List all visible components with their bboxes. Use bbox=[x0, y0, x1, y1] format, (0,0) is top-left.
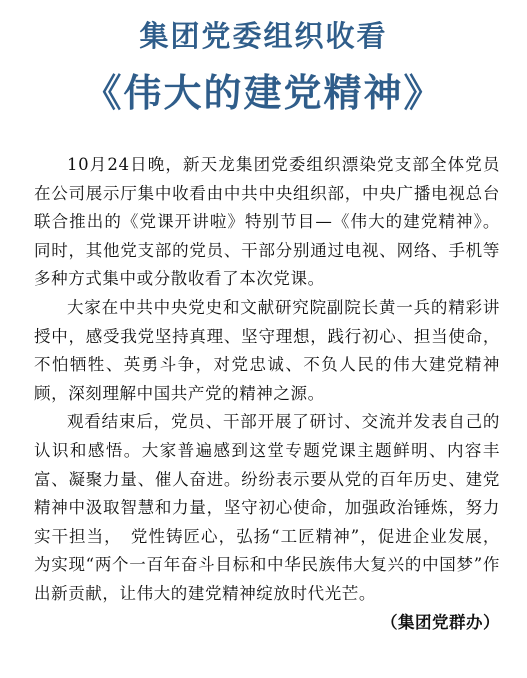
page-title: 集团党委组织收看 bbox=[139, 19, 388, 53]
article-body bbox=[34, 151, 500, 637]
page-subtitle: 《伟大的建党精神》 bbox=[83, 71, 444, 115]
article-paragraph-1: 10月24日晚，新天龙集团党委组织漂染党支部全体党员在公司展示厅集中收看由中共中央组织部，中央广播电视总台联合推出的《党课开讲啦》特别节目—《伟大的建党精神》。同时，其他党支部的党员、干部分别通过电视、网络、手机等多种方式集中或分散收看了本次党课。 bbox=[34, 155, 500, 289]
article-paragraph-3-text: 观看结束后，党员、干部开展了研讨、交流并发表自己的认识和感悟。大家普遍感到这堂专题党课主题鲜明、内容丰富、凝聚力量、催人奋进。纷纷表示要从党的百年历史、建党精神中汲取智慧和力量，坚守初心使命，加强政治锤炼，努力实干担当， 党性铸匠心，弘扬“工匠精神”，促进企业发展，为实现“两个一百年奋斗目标和中华民族伟大复兴的中国梦”作出新贡献，让伟大的建党精神绽放时代光芒。 bbox=[34, 412, 500, 603]
article-paragraph-3 bbox=[34, 408, 500, 632]
article-signature: （集团党群办） bbox=[381, 612, 500, 632]
article-paragraph-2: 大家在中共中央党史和文献研究院副院长黄一兵的精彩讲授中，感受我党坚持真理、坚守理想，践行初心、担当使命，不怕牺牲、英勇斗争，对党忠诚、不负人民的伟大建党精神顾，深刻理解中国共产党的精神之源。 bbox=[34, 297, 500, 403]
